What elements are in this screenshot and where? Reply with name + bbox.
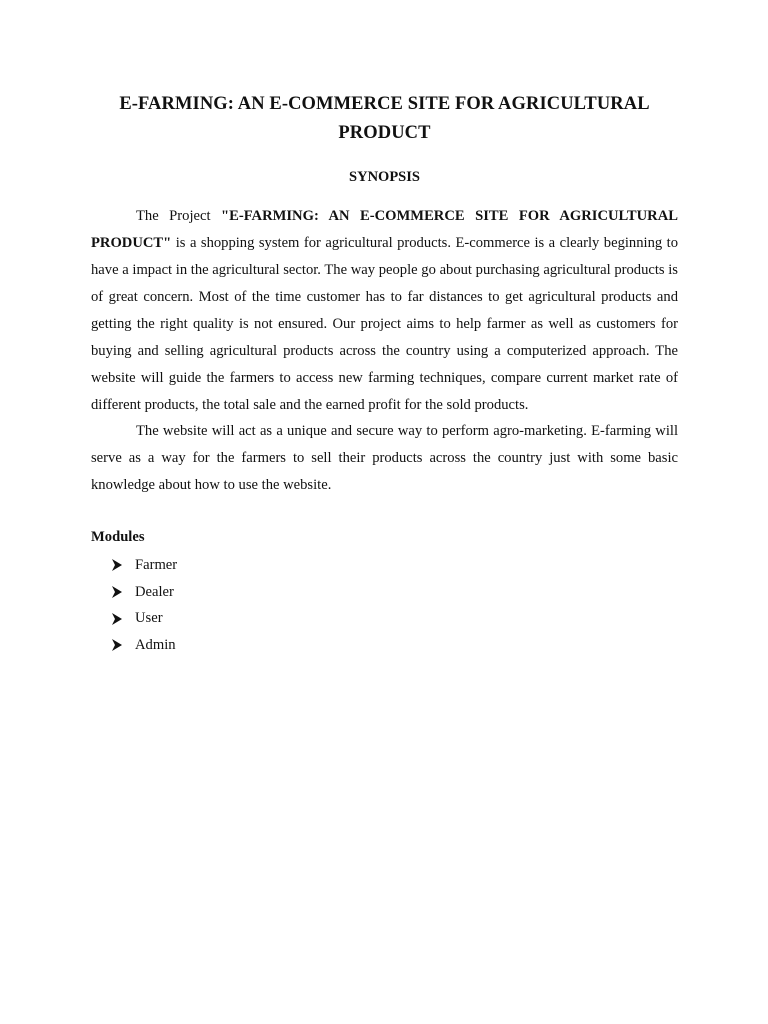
- document-title: [91, 90, 678, 148]
- section-heading-synopsis: SYNOPSIS: [349, 169, 420, 185]
- paragraph-rest: is a shopping system for agricultural products. E-commerce is a clearly beginning to have a impact in the agricultural sector. The way people go about purchasing agricultural products is of great concern. Most of the time customer has to far distances to get agricultural products and getting the right quality is not ensured. Our project aims to help farmer as well as customers for buying and selling agricultural products across the country using a computerized approach. The website will guide the farmers to access new farming techniques, compare current market rate of different products, the total sale and the earned profit for the sold products.: [91, 235, 678, 413]
- title-line-2: PRODUCT: [338, 123, 431, 143]
- module-label-farmer: Farmer: [135, 556, 178, 573]
- synopsis-paragraph-1: [91, 203, 678, 419]
- list-item: [111, 632, 177, 659]
- synopsis-paragraph-2: The website will act as a unique and secure way to perform agro-marketing. E-farming will serve as a way for the farmers to sell their products across the country just with some basic knowledge about how to use the website.: [91, 423, 678, 493]
- modules-heading: Modules: [91, 529, 145, 545]
- list-item: [111, 552, 177, 579]
- module-label-admin: Admin: [135, 636, 176, 653]
- modules-list: [111, 552, 177, 659]
- arrow-bullet-icon: [111, 613, 123, 625]
- arrow-bullet-icon: [111, 559, 123, 571]
- module-label-dealer: Dealer: [135, 583, 174, 600]
- title-line-1: E-FARMING: AN E-COMMERCE SITE FOR AGRICULTURAL: [119, 94, 650, 114]
- project-name: "E-FARMING: AN E-COMMERCE SITE FOR AGRICULTURAL PRODUCT": [91, 208, 678, 251]
- arrow-bullet-icon: [111, 639, 123, 651]
- arrow-bullet-icon: [111, 586, 123, 598]
- paragraph-lead: The Project: [136, 208, 221, 224]
- module-label-user: User: [135, 610, 163, 627]
- list-item: [111, 605, 177, 632]
- list-item: [111, 579, 177, 606]
